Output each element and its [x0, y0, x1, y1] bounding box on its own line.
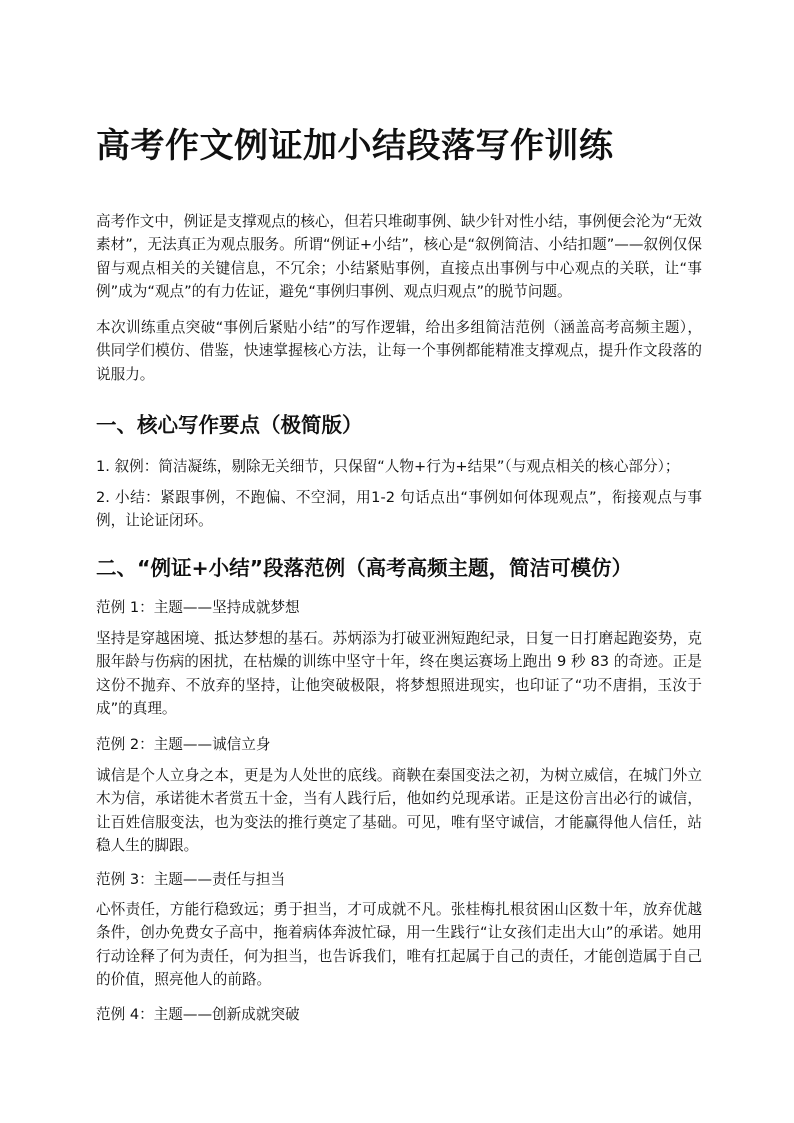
- section-1-point-1: 1. 叙例：简洁凝练，剔除无关细节，只保留“人物+行为+结果”（与观点相关的核心部分）；: [96, 458, 680, 475]
- example-3-text: 心怀责任，方能行稳致远；勇于担当，才可成就不凡。张桂梅扎根贫困山区数十年，放弃优越条件，创办免费女子高中，拖着病体奔波忙碌，用一生践行“让女孩们走出大山”的承诺。她用行动诠释了何为责任，何为担当，也告诉我们，唯有扛起属于自己的责任，才能创造属于自己的价值，照亮他人的前路。: [96, 901, 702, 988]
- intro-paragraph-1: 高考作文中，例证是支撑观点的核心，但若只堆砌事例、缺少针对性小结，事例便会沦为“无效素材”，无法真正为观点服务。所谓“例证+小结”，核心是“叙例简洁、小结扣题”——叙例仅保留与观点相关的关键信息，不冗余；小结紧贴事例，直接点出事例与中心观点的关联，让“事例”成为“观点”的有力佐证，避免“事例归事例、观点归观点”的脱节问题。: [96, 213, 702, 300]
- section-1-heading: 一、核心写作要点（极简版）: [96, 413, 363, 437]
- section-2-heading: 二、“例证+小结”段落范例（高考高频主题，简洁可模仿）: [96, 556, 633, 580]
- example-1-label: 范例 1：主题——坚持成就梦想: [96, 599, 300, 616]
- example-4-label: 范例 4：主题——创新成就突破: [96, 1006, 300, 1023]
- example-3-label: 范例 3：主题——责任与担当: [96, 871, 286, 888]
- intro-paragraph-2: 本次训练重点突破“事例后紧贴小结”的写作逻辑，给出多组简洁范例（涵盖高考高频主题），供同学们模仿、借鉴，快速掌握核心方法，让每一个事例都能精准支撑观点，提升作文段落的说服力。: [96, 319, 702, 383]
- example-2-label: 范例 2：主题——诚信立身: [96, 736, 271, 753]
- example-1-text: 坚持是穿越困境、抵达梦想的基石。苏炳添为打破亚洲短跑纪录，日复一日打磨起跑姿势，克服年龄与伤病的困扰，在枯燥的训练中坚守十年，终在奥运赛场上跑出 9 秒 83 的奇迹。正是这份不抛弃、不放弃的坚持，让他突破极限，将梦想照进现实，也印证了“功不唐捐，玉汝于成”的真理。: [96, 630, 702, 717]
- section-1-point-2: 2. 小结：紧跟事例，不跑偏、不空洞，用1-2 句话点出“事例如何体现观点”，衔接观点与事例，让论证闭环。: [96, 489, 702, 530]
- document-title: 高考作文例证加小结段落写作训练: [96, 126, 614, 166]
- example-2-text: 诚信是个人立身之本，更是为人处世的底线。商鞅在秦国变法之初，为树立威信，在城门外立木为信，承诺徙木者赏五十金，当有人践行后，他如约兑现承诺。正是这份言出必行的诚信，让百姓信服变法，也为变法的推行奠定了基础。可见，唯有坚守诚信，才能赢得他人信任，站稳人生的脚跟。: [96, 767, 702, 854]
